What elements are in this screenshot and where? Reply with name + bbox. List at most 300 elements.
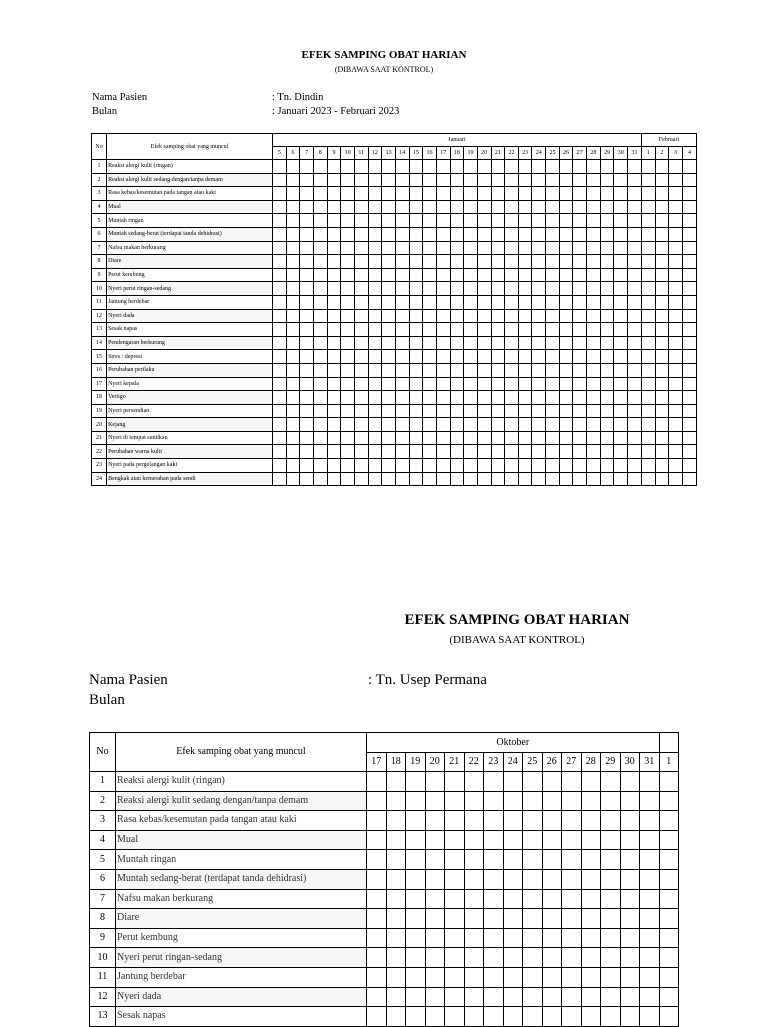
- day-check-cell[interactable]: [395, 404, 409, 418]
- day-check-cell[interactable]: [628, 309, 642, 323]
- day-check-cell[interactable]: [587, 350, 601, 364]
- day-check-cell[interactable]: [559, 391, 573, 405]
- day-check-cell[interactable]: [368, 418, 382, 432]
- day-check-cell[interactable]: [445, 1007, 465, 1027]
- day-check-cell[interactable]: [368, 282, 382, 296]
- day-check-cell[interactable]: [546, 255, 560, 269]
- day-check-cell[interactable]: [640, 1007, 660, 1027]
- day-check-cell[interactable]: [669, 255, 683, 269]
- day-check-cell[interactable]: [655, 268, 669, 282]
- day-check-cell[interactable]: [327, 391, 341, 405]
- day-check-cell[interactable]: [505, 295, 519, 309]
- day-check-cell[interactable]: [436, 459, 450, 473]
- day-check-cell[interactable]: [562, 869, 582, 889]
- day-check-cell[interactable]: [682, 160, 696, 174]
- day-check-cell[interactable]: [628, 459, 642, 473]
- day-check-cell[interactable]: [409, 459, 423, 473]
- day-check-cell[interactable]: [484, 987, 504, 1007]
- day-check-cell[interactable]: [273, 363, 287, 377]
- day-check-cell[interactable]: [445, 850, 465, 870]
- day-check-cell[interactable]: [655, 336, 669, 350]
- day-check-cell[interactable]: [503, 772, 523, 792]
- day-check-cell[interactable]: [313, 282, 327, 296]
- day-check-cell[interactable]: [532, 255, 546, 269]
- day-check-cell[interactable]: [505, 445, 519, 459]
- day-check-cell[interactable]: [669, 309, 683, 323]
- day-check-cell[interactable]: [682, 363, 696, 377]
- day-check-cell[interactable]: [587, 404, 601, 418]
- day-check-cell[interactable]: [669, 350, 683, 364]
- day-check-cell[interactable]: [614, 160, 628, 174]
- day-check-cell[interactable]: [368, 391, 382, 405]
- day-check-cell[interactable]: [573, 295, 587, 309]
- day-check-cell[interactable]: [450, 404, 464, 418]
- day-check-cell[interactable]: [341, 431, 355, 445]
- day-check-cell[interactable]: [542, 772, 562, 792]
- day-check-cell[interactable]: [546, 391, 560, 405]
- day-check-cell[interactable]: [503, 1007, 523, 1027]
- day-check-cell[interactable]: [406, 967, 426, 987]
- day-check-cell[interactable]: [395, 295, 409, 309]
- day-check-cell[interactable]: [491, 323, 505, 337]
- day-check-cell[interactable]: [523, 909, 543, 929]
- day-check-cell[interactable]: [464, 431, 478, 445]
- day-check-cell[interactable]: [395, 309, 409, 323]
- day-check-cell[interactable]: [368, 160, 382, 174]
- day-check-cell[interactable]: [682, 323, 696, 337]
- day-check-cell[interactable]: [581, 791, 601, 811]
- day-check-cell[interactable]: [641, 404, 655, 418]
- day-check-cell[interactable]: [573, 241, 587, 255]
- day-check-cell[interactable]: [406, 850, 426, 870]
- day-check-cell[interactable]: [614, 227, 628, 241]
- day-check-cell[interactable]: [546, 404, 560, 418]
- day-check-cell[interactable]: [464, 459, 478, 473]
- day-check-cell[interactable]: [464, 967, 484, 987]
- day-check-cell[interactable]: [600, 459, 614, 473]
- day-check-cell[interactable]: [327, 214, 341, 228]
- day-check-cell[interactable]: [409, 295, 423, 309]
- day-check-cell[interactable]: [367, 830, 387, 850]
- day-check-cell[interactable]: [313, 187, 327, 201]
- day-check-cell[interactable]: [640, 772, 660, 792]
- day-check-cell[interactable]: [445, 869, 465, 889]
- day-check-cell[interactable]: [655, 241, 669, 255]
- day-check-cell[interactable]: [628, 418, 642, 432]
- day-check-cell[interactable]: [313, 459, 327, 473]
- day-check-cell[interactable]: [341, 391, 355, 405]
- day-check-cell[interactable]: [573, 173, 587, 187]
- day-check-cell[interactable]: [477, 295, 491, 309]
- day-check-cell[interactable]: [273, 295, 287, 309]
- day-check-cell[interactable]: [436, 418, 450, 432]
- day-check-cell[interactable]: [313, 255, 327, 269]
- day-check-cell[interactable]: [532, 350, 546, 364]
- day-check-cell[interactable]: [382, 255, 396, 269]
- day-check-cell[interactable]: [669, 173, 683, 187]
- day-check-cell[interactable]: [313, 200, 327, 214]
- day-check-cell[interactable]: [523, 889, 543, 909]
- day-check-cell[interactable]: [559, 404, 573, 418]
- day-check-cell[interactable]: [409, 309, 423, 323]
- day-check-cell[interactable]: [386, 850, 406, 870]
- day-check-cell[interactable]: [395, 282, 409, 296]
- day-check-cell[interactable]: [273, 173, 287, 187]
- day-check-cell[interactable]: [313, 173, 327, 187]
- day-check-cell[interactable]: [641, 241, 655, 255]
- day-check-cell[interactable]: [655, 445, 669, 459]
- day-check-cell[interactable]: [445, 889, 465, 909]
- day-check-cell[interactable]: [505, 363, 519, 377]
- day-check-cell[interactable]: [354, 363, 368, 377]
- day-check-cell[interactable]: [368, 377, 382, 391]
- day-check-cell[interactable]: [464, 187, 478, 201]
- day-check-cell[interactable]: [341, 363, 355, 377]
- day-check-cell[interactable]: [581, 987, 601, 1007]
- day-check-cell[interactable]: [518, 255, 532, 269]
- day-check-cell[interactable]: [669, 431, 683, 445]
- day-check-cell[interactable]: [559, 377, 573, 391]
- day-check-cell[interactable]: [682, 404, 696, 418]
- day-check-cell[interactable]: [628, 187, 642, 201]
- day-check-cell[interactable]: [573, 391, 587, 405]
- day-check-cell[interactable]: [587, 173, 601, 187]
- day-check-cell[interactable]: [659, 948, 679, 968]
- day-check-cell[interactable]: [669, 377, 683, 391]
- day-check-cell[interactable]: [386, 889, 406, 909]
- day-check-cell[interactable]: [300, 200, 314, 214]
- day-check-cell[interactable]: [367, 987, 387, 1007]
- day-check-cell[interactable]: [641, 350, 655, 364]
- day-check-cell[interactable]: [341, 418, 355, 432]
- day-check-cell[interactable]: [669, 200, 683, 214]
- day-check-cell[interactable]: [395, 173, 409, 187]
- day-check-cell[interactable]: [445, 830, 465, 850]
- day-check-cell[interactable]: [273, 418, 287, 432]
- day-check-cell[interactable]: [423, 418, 437, 432]
- day-check-cell[interactable]: [368, 445, 382, 459]
- day-check-cell[interactable]: [655, 295, 669, 309]
- day-check-cell[interactable]: [546, 459, 560, 473]
- day-check-cell[interactable]: [300, 459, 314, 473]
- day-check-cell[interactable]: [628, 214, 642, 228]
- day-check-cell[interactable]: [491, 187, 505, 201]
- day-check-cell[interactable]: [354, 200, 368, 214]
- day-check-cell[interactable]: [341, 350, 355, 364]
- day-check-cell[interactable]: [614, 391, 628, 405]
- day-check-cell[interactable]: [445, 811, 465, 831]
- day-check-cell[interactable]: [600, 282, 614, 296]
- day-check-cell[interactable]: [477, 173, 491, 187]
- day-check-cell[interactable]: [542, 1007, 562, 1027]
- day-check-cell[interactable]: [436, 309, 450, 323]
- day-check-cell[interactable]: [601, 772, 621, 792]
- day-check-cell[interactable]: [573, 309, 587, 323]
- day-check-cell[interactable]: [503, 948, 523, 968]
- day-check-cell[interactable]: [573, 472, 587, 486]
- day-check-cell[interactable]: [354, 323, 368, 337]
- day-check-cell[interactable]: [491, 268, 505, 282]
- day-check-cell[interactable]: [395, 377, 409, 391]
- day-check-cell[interactable]: [300, 391, 314, 405]
- day-check-cell[interactable]: [640, 830, 660, 850]
- day-check-cell[interactable]: [273, 350, 287, 364]
- day-check-cell[interactable]: [477, 459, 491, 473]
- day-check-cell[interactable]: [655, 227, 669, 241]
- day-check-cell[interactable]: [628, 350, 642, 364]
- day-check-cell[interactable]: [313, 309, 327, 323]
- day-check-cell[interactable]: [395, 255, 409, 269]
- day-check-cell[interactable]: [682, 255, 696, 269]
- day-check-cell[interactable]: [628, 160, 642, 174]
- day-check-cell[interactable]: [273, 187, 287, 201]
- day-check-cell[interactable]: [628, 200, 642, 214]
- day-check-cell[interactable]: [436, 445, 450, 459]
- day-check-cell[interactable]: [503, 830, 523, 850]
- day-check-cell[interactable]: [354, 336, 368, 350]
- day-check-cell[interactable]: [286, 295, 300, 309]
- day-check-cell[interactable]: [409, 173, 423, 187]
- day-check-cell[interactable]: [491, 418, 505, 432]
- day-check-cell[interactable]: [581, 948, 601, 968]
- day-check-cell[interactable]: [327, 350, 341, 364]
- day-check-cell[interactable]: [587, 268, 601, 282]
- day-check-cell[interactable]: [659, 772, 679, 792]
- day-check-cell[interactable]: [300, 214, 314, 228]
- day-check-cell[interactable]: [406, 1007, 426, 1027]
- day-check-cell[interactable]: [600, 160, 614, 174]
- day-check-cell[interactable]: [477, 350, 491, 364]
- day-check-cell[interactable]: [327, 445, 341, 459]
- day-check-cell[interactable]: [614, 282, 628, 296]
- day-check-cell[interactable]: [601, 850, 621, 870]
- day-check-cell[interactable]: [491, 309, 505, 323]
- day-check-cell[interactable]: [300, 268, 314, 282]
- day-check-cell[interactable]: [477, 431, 491, 445]
- day-check-cell[interactable]: [368, 459, 382, 473]
- day-check-cell[interactable]: [640, 791, 660, 811]
- day-check-cell[interactable]: [477, 241, 491, 255]
- day-check-cell[interactable]: [546, 227, 560, 241]
- day-check-cell[interactable]: [573, 404, 587, 418]
- day-check-cell[interactable]: [409, 336, 423, 350]
- day-check-cell[interactable]: [409, 187, 423, 201]
- day-check-cell[interactable]: [300, 309, 314, 323]
- day-check-cell[interactable]: [659, 830, 679, 850]
- day-check-cell[interactable]: [641, 187, 655, 201]
- day-check-cell[interactable]: [367, 791, 387, 811]
- day-check-cell[interactable]: [409, 377, 423, 391]
- day-check-cell[interactable]: [532, 309, 546, 323]
- day-check-cell[interactable]: [423, 282, 437, 296]
- day-check-cell[interactable]: [409, 418, 423, 432]
- day-check-cell[interactable]: [382, 282, 396, 296]
- day-check-cell[interactable]: [669, 472, 683, 486]
- day-check-cell[interactable]: [484, 772, 504, 792]
- day-check-cell[interactable]: [518, 391, 532, 405]
- day-check-cell[interactable]: [600, 268, 614, 282]
- day-check-cell[interactable]: [620, 909, 640, 929]
- day-check-cell[interactable]: [354, 173, 368, 187]
- day-check-cell[interactable]: [518, 200, 532, 214]
- day-check-cell[interactable]: [464, 909, 484, 929]
- day-check-cell[interactable]: [546, 323, 560, 337]
- day-check-cell[interactable]: [409, 431, 423, 445]
- day-check-cell[interactable]: [559, 445, 573, 459]
- day-check-cell[interactable]: [386, 948, 406, 968]
- day-check-cell[interactable]: [423, 255, 437, 269]
- day-check-cell[interactable]: [409, 200, 423, 214]
- day-check-cell[interactable]: [464, 227, 478, 241]
- day-check-cell[interactable]: [641, 445, 655, 459]
- day-check-cell[interactable]: [327, 472, 341, 486]
- day-check-cell[interactable]: [286, 363, 300, 377]
- day-check-cell[interactable]: [542, 928, 562, 948]
- day-check-cell[interactable]: [518, 309, 532, 323]
- day-check-cell[interactable]: [327, 323, 341, 337]
- day-check-cell[interactable]: [273, 404, 287, 418]
- day-check-cell[interactable]: [450, 295, 464, 309]
- day-check-cell[interactable]: [409, 404, 423, 418]
- day-check-cell[interactable]: [436, 363, 450, 377]
- day-check-cell[interactable]: [532, 391, 546, 405]
- day-check-cell[interactable]: [341, 268, 355, 282]
- day-check-cell[interactable]: [532, 459, 546, 473]
- day-check-cell[interactable]: [587, 472, 601, 486]
- day-check-cell[interactable]: [682, 200, 696, 214]
- day-check-cell[interactable]: [436, 282, 450, 296]
- day-check-cell[interactable]: [532, 200, 546, 214]
- day-check-cell[interactable]: [341, 377, 355, 391]
- day-check-cell[interactable]: [327, 282, 341, 296]
- day-check-cell[interactable]: [518, 350, 532, 364]
- day-check-cell[interactable]: [382, 241, 396, 255]
- day-check-cell[interactable]: [386, 869, 406, 889]
- day-check-cell[interactable]: [368, 431, 382, 445]
- day-check-cell[interactable]: [300, 323, 314, 337]
- day-check-cell[interactable]: [641, 255, 655, 269]
- day-check-cell[interactable]: [669, 214, 683, 228]
- day-check-cell[interactable]: [300, 227, 314, 241]
- day-check-cell[interactable]: [655, 214, 669, 228]
- day-check-cell[interactable]: [542, 830, 562, 850]
- day-check-cell[interactable]: [628, 472, 642, 486]
- day-check-cell[interactable]: [581, 928, 601, 948]
- day-check-cell[interactable]: [273, 200, 287, 214]
- day-check-cell[interactable]: [450, 323, 464, 337]
- day-check-cell[interactable]: [450, 445, 464, 459]
- day-check-cell[interactable]: [464, 255, 478, 269]
- day-check-cell[interactable]: [581, 967, 601, 987]
- day-check-cell[interactable]: [562, 830, 582, 850]
- day-check-cell[interactable]: [354, 309, 368, 323]
- day-check-cell[interactable]: [559, 418, 573, 432]
- day-check-cell[interactable]: [425, 987, 445, 1007]
- day-check-cell[interactable]: [273, 472, 287, 486]
- day-check-cell[interactable]: [600, 377, 614, 391]
- day-check-cell[interactable]: [464, 309, 478, 323]
- day-check-cell[interactable]: [327, 377, 341, 391]
- day-check-cell[interactable]: [273, 227, 287, 241]
- day-check-cell[interactable]: [327, 268, 341, 282]
- day-check-cell[interactable]: [546, 187, 560, 201]
- day-check-cell[interactable]: [532, 214, 546, 228]
- day-check-cell[interactable]: [669, 445, 683, 459]
- day-check-cell[interactable]: [327, 241, 341, 255]
- day-check-cell[interactable]: [286, 350, 300, 364]
- day-check-cell[interactable]: [546, 173, 560, 187]
- day-check-cell[interactable]: [491, 255, 505, 269]
- day-check-cell[interactable]: [559, 200, 573, 214]
- day-check-cell[interactable]: [425, 967, 445, 987]
- day-check-cell[interactable]: [409, 214, 423, 228]
- day-check-cell[interactable]: [614, 241, 628, 255]
- day-check-cell[interactable]: [286, 459, 300, 473]
- day-check-cell[interactable]: [484, 811, 504, 831]
- day-check-cell[interactable]: [628, 336, 642, 350]
- day-check-cell[interactable]: [620, 791, 640, 811]
- day-check-cell[interactable]: [327, 227, 341, 241]
- day-check-cell[interactable]: [423, 459, 437, 473]
- day-check-cell[interactable]: [406, 869, 426, 889]
- day-check-cell[interactable]: [477, 309, 491, 323]
- day-check-cell[interactable]: [503, 889, 523, 909]
- day-check-cell[interactable]: [659, 1007, 679, 1027]
- day-check-cell[interactable]: [425, 928, 445, 948]
- day-check-cell[interactable]: [655, 282, 669, 296]
- day-check-cell[interactable]: [532, 363, 546, 377]
- day-check-cell[interactable]: [367, 850, 387, 870]
- day-check-cell[interactable]: [450, 282, 464, 296]
- day-check-cell[interactable]: [503, 811, 523, 831]
- day-check-cell[interactable]: [477, 323, 491, 337]
- day-check-cell[interactable]: [587, 255, 601, 269]
- day-check-cell[interactable]: [620, 1007, 640, 1027]
- day-check-cell[interactable]: [450, 350, 464, 364]
- day-check-cell[interactable]: [505, 173, 519, 187]
- day-check-cell[interactable]: [436, 214, 450, 228]
- day-check-cell[interactable]: [532, 472, 546, 486]
- day-check-cell[interactable]: [532, 418, 546, 432]
- day-check-cell[interactable]: [600, 187, 614, 201]
- day-check-cell[interactable]: [601, 928, 621, 948]
- day-check-cell[interactable]: [367, 928, 387, 948]
- day-check-cell[interactable]: [382, 431, 396, 445]
- day-check-cell[interactable]: [386, 772, 406, 792]
- day-check-cell[interactable]: [546, 268, 560, 282]
- day-check-cell[interactable]: [409, 282, 423, 296]
- day-check-cell[interactable]: [450, 255, 464, 269]
- day-check-cell[interactable]: [464, 173, 478, 187]
- day-check-cell[interactable]: [273, 377, 287, 391]
- day-check-cell[interactable]: [546, 445, 560, 459]
- day-check-cell[interactable]: [464, 377, 478, 391]
- day-check-cell[interactable]: [628, 173, 642, 187]
- day-check-cell[interactable]: [587, 459, 601, 473]
- day-check-cell[interactable]: [368, 227, 382, 241]
- day-check-cell[interactable]: [641, 431, 655, 445]
- day-check-cell[interactable]: [423, 187, 437, 201]
- day-check-cell[interactable]: [300, 350, 314, 364]
- day-check-cell[interactable]: [601, 909, 621, 929]
- day-check-cell[interactable]: [546, 377, 560, 391]
- day-check-cell[interactable]: [464, 391, 478, 405]
- day-check-cell[interactable]: [682, 431, 696, 445]
- day-check-cell[interactable]: [640, 811, 660, 831]
- day-check-cell[interactable]: [600, 418, 614, 432]
- day-check-cell[interactable]: [562, 967, 582, 987]
- day-check-cell[interactable]: [669, 418, 683, 432]
